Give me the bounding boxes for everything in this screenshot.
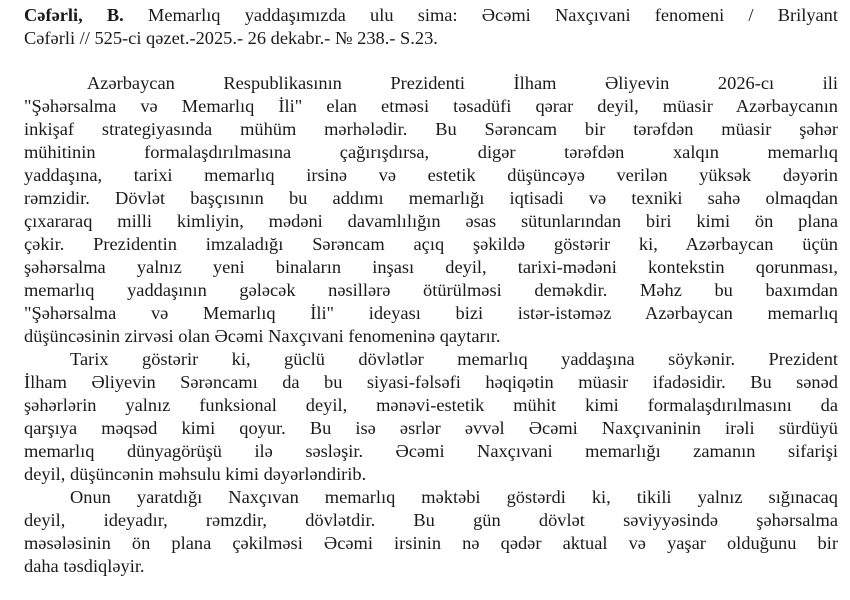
citation-author: Cəfərli, B. bbox=[24, 5, 124, 25]
text-line: düşüncəsinin zirvəsi olan Əcəmi Naxçıvani fenomeninə qaytarır. bbox=[24, 326, 501, 346]
paragraph bbox=[24, 486, 838, 578]
text-line: rəmzidir. Dövlət başçısının bu addımı memarlığı iqtisadi və texniki sahə olmaqdan bbox=[24, 188, 838, 208]
citation-line bbox=[24, 4, 838, 27]
text-line: yaddaşına, tarixi memarlıq irsinə və estetik düşüncəyə verilən yüksək dəyərin bbox=[24, 165, 838, 185]
text-line: "Şəhərsalma və Memarlıq İli" ideyası bizi istər-istəməz Azərbaycan memarlıq bbox=[24, 303, 838, 323]
bibliographic-citation bbox=[24, 4, 838, 50]
citation-title: Memarlıq yaddaşımızda ulu sima: Əcəmi Naxçıvani fenomeni / Brilyant bbox=[123, 5, 838, 25]
text-line: çıxararaq milli kimliyin, mədəni davamlılığın əsas sütunlarından biri kimi ön plana bbox=[24, 211, 838, 231]
paragraph bbox=[24, 72, 838, 348]
text-line: deyil, ideyadır, rəmzdir, dövlətdir. Bu gün dövlət səviyyəsində şəhərsalma bbox=[24, 510, 838, 530]
text-line: İlham Əliyevin Sərəncamı da bu siyasi-fəlsəfi həqiqətin müasir ifadəsidir. Bu sənəd bbox=[24, 372, 838, 392]
paragraph bbox=[24, 348, 838, 486]
text-line: daha təsdiqləyir. bbox=[24, 556, 145, 576]
citation-line: Cəfərli // 525-ci qəzet.-2025.- 26 dekabr.- № 238.- S.23. bbox=[24, 28, 438, 48]
text-line: inkişaf strategiyasında mühüm mərhələdir. Bu Sərəncam bir tərəfdən müasir şəhər bbox=[24, 119, 838, 139]
text-line: Tarix göstərir ki, güclü dövlətlər memarlıq yaddaşına söykənir. Prezident bbox=[70, 349, 838, 369]
text-line: mühitinin formalaşdırılmasına çağırışdırsa, digər tərəfdən xalqın memarlıq bbox=[24, 142, 838, 162]
text-line: çəkir. Prezidentin imzaladığı Sərəncam açıq şəkildə göstərir ki, Azərbaycan üçün bbox=[24, 234, 838, 254]
text-line: "Şəhərsalma və Memarlıq İli" elan etməsi təsadüfi qərar deyil, müasir Azərbaycanın bbox=[24, 96, 838, 116]
text-line: qarşıya məqsəd kimi qoyur. Bu isə əsrlər əvvəl Əcəmi Naxçıvaninin irəli sürdüyü bbox=[24, 418, 838, 438]
text-line: şəhərsalma yalnız yeni binaların inşası deyil, tarixi-mədəni kontekstin qorunması, bbox=[24, 257, 838, 277]
article-body bbox=[24, 72, 838, 578]
text-line: deyil, düşüncənin məhsulu kimi dəyərləndirib. bbox=[24, 464, 367, 484]
text-line: şəhərlərin yalnız funksional deyil, mənəvi-estetik mühit kimi formalaşdırılmasını da bbox=[24, 395, 838, 415]
text-line: Azərbaycan Respublikasının Prezidenti İlham Əliyevin 2026-cı ili bbox=[87, 73, 838, 93]
text-line: memarlıq dünyagörüşü ilə səsləşir. Əcəmi Naxçıvani memarlığı zamanın sifarişi bbox=[24, 441, 838, 461]
text-line: memarlıq yaddaşının gələcək nəsillərə ötürülməsi deməkdir. Məhz bu baxımdan bbox=[24, 280, 838, 300]
text-line: məsələsinin ön plana çəkilməsi Əcəmi irsinin nə qədər aktual və yaşar olduğunu bir bbox=[24, 533, 838, 553]
text-line: Onun yaratdığı Naxçıvan memarlıq məktəbi göstərdi ki, tikili yalnız sığınacaq bbox=[70, 487, 838, 507]
